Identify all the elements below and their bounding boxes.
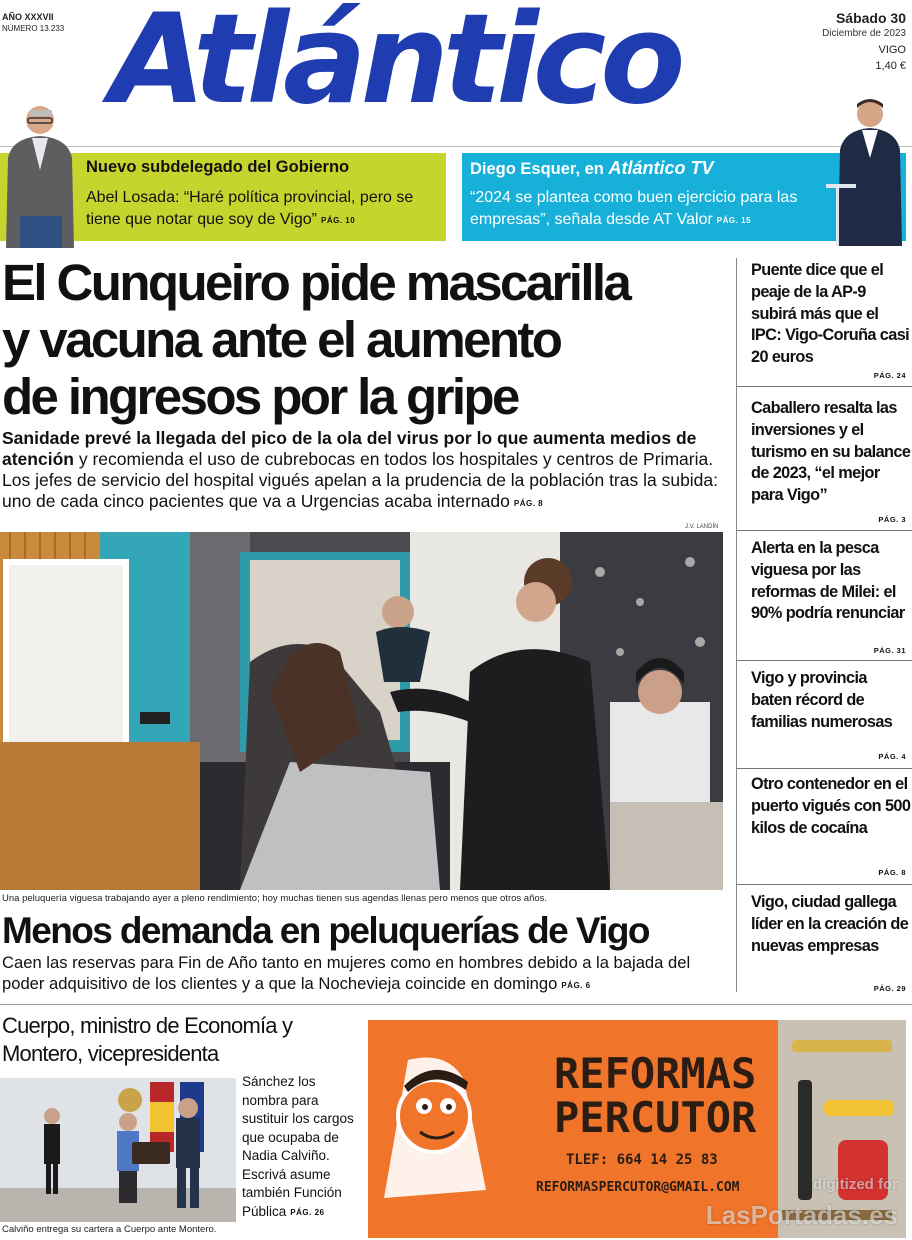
masthead-meta-left bbox=[2, 12, 64, 34]
sidebar-briefs bbox=[736, 258, 912, 992]
ad-phone: TLEF: 664 14 25 83 bbox=[566, 1152, 718, 1168]
issue-price: 1,40 € bbox=[875, 60, 906, 72]
page-ref: PÁG. 29 bbox=[873, 984, 906, 993]
brief-new-companies[interactable]: Vigo, ciudad gallega líder en la creación de nuevas empresas bbox=[751, 893, 909, 955]
masthead-meta-right bbox=[796, 10, 906, 74]
issue-city: VIGO bbox=[878, 44, 906, 56]
second-deck: Caen las reservas para Fin de Año tanto en mujeres como en hombres debido a la bajada del poder adquisitivo de los clientes y a que la Nochevieja coincide en domingo PÁG. 6 bbox=[2, 953, 691, 993]
teaser-body: “2024 se plantea como buen ejercicio para las empresas”, señala desde AT Valor PÁG. 15 bbox=[470, 189, 798, 228]
second-headline[interactable]: Menos demanda en peluquerías de Vigo bbox=[2, 910, 649, 951]
page-ref: PÁG. 6 bbox=[561, 981, 591, 990]
person-photo-losada bbox=[0, 98, 80, 248]
bottom-body: Sánchez los nombra para sustituir los cargos que ocupaba de Nadia Calviño. Escrivá asume también Función Pública PÁG. 26 bbox=[242, 1074, 354, 1219]
hair-salon-photo[interactable] bbox=[0, 532, 723, 890]
brief-fishing-milei[interactable]: Alerta en la pesca viguesa por las reformas de Milei: el 90% podría renunciar bbox=[751, 539, 905, 623]
page-ref: PÁG. 15 bbox=[716, 216, 751, 225]
issue-date: Diciembre de 2023 bbox=[822, 28, 906, 39]
lead-headline[interactable]: El Cunqueiro pide mascarilla y vacuna ante el aumento de ingresos por la gripe bbox=[2, 254, 630, 425]
brief-divider bbox=[737, 884, 912, 885]
page-ref: PÁG. 8 bbox=[513, 499, 544, 508]
brief-divider bbox=[737, 530, 912, 531]
bottom-headline[interactable]: Cuerpo, ministro de Economía y Montero, vicepresidenta bbox=[2, 1013, 293, 1066]
ministers-photo[interactable] bbox=[0, 1078, 236, 1222]
year-label: AÑO XXXVII bbox=[2, 12, 54, 22]
watermark-line1: digitized for bbox=[813, 1176, 898, 1193]
teaser-headline: Nuevo subdelegado del Gobierno bbox=[86, 158, 350, 176]
brief-caballero-balance[interactable]: Caballero resalta las inversiones y el turismo en su balance de 2023, “el mejor para Vigo” bbox=[751, 399, 911, 505]
page-ref: PÁG. 31 bbox=[873, 646, 906, 655]
watermark-line2: LasPortadas.es bbox=[705, 1200, 898, 1230]
page-ref: PÁG. 3 bbox=[878, 515, 906, 524]
brief-divider bbox=[737, 386, 912, 387]
brief-cocaine-container[interactable]: Otro contenedor en el puerto vigués con 500 kilos de cocaína bbox=[751, 775, 911, 837]
brief-divider bbox=[737, 768, 912, 769]
photo-credit: J.V. LANDÍN bbox=[685, 524, 719, 530]
issue-number: NÚMERO 13.233 bbox=[2, 24, 65, 33]
teaser-body: Abel Losada: “Haré política provincial, pero se tiene que notar que soy de Vigo” PÁG. 10 bbox=[86, 189, 414, 228]
issue-day: Sábado 30 bbox=[835, 10, 906, 26]
newspaper-logo[interactable]: Atlántico bbox=[110, 0, 680, 132]
page-ref: PÁG. 10 bbox=[320, 216, 356, 225]
page-ref: PÁG. 24 bbox=[873, 371, 906, 380]
page-ref: PÁG. 26 bbox=[290, 1207, 325, 1217]
page-ref: PÁG. 4 bbox=[878, 752, 906, 761]
masthead-divider bbox=[0, 146, 912, 147]
section-divider bbox=[0, 1004, 912, 1005]
photo-caption: Una peluquería viguesa trabajando ayer a pleno rendimiento; hoy muchas tienen sus agendas llenas pero menos que otros años. bbox=[2, 893, 548, 904]
person-photo-esquer bbox=[826, 94, 908, 246]
page-ref: PÁG. 8 bbox=[878, 868, 906, 877]
brief-large-families[interactable]: Vigo y provincia baten récord de familias numerosas bbox=[751, 669, 893, 731]
ad-title: REFORMAS PERCUTOR bbox=[554, 1049, 757, 1142]
ministers-caption: Calviño entrega su cartera a Cuerpo ante Montero. bbox=[2, 1224, 217, 1235]
ad-email: REFORMASPERCUTOR@GMAIL.COM bbox=[536, 1180, 740, 1195]
teaser-headline: Diego Esquer, en Atlántico TV bbox=[470, 158, 714, 178]
brief-ap9-toll[interactable]: Puente dice que el peaje de la AP-9 subirá más que el IPC: Vigo-Coruña casi 20 euros bbox=[751, 261, 910, 367]
lead-deck: Sanidade prevé la llegada del pico de la ola del virus por lo que aumenta medios de atención y recomienda el uso de cubrebocas en todos los hospitales y centros de Primaria. Los jefes de servicio del hospital vigués apelan a la prudencia de la población tras la subida: uno de cada cinco pacientes que va a Urgencias acaba internado PÁG. 8 bbox=[2, 428, 719, 511]
advertisement-reformas-percutor[interactable] bbox=[368, 1020, 906, 1238]
brief-divider bbox=[737, 660, 912, 661]
